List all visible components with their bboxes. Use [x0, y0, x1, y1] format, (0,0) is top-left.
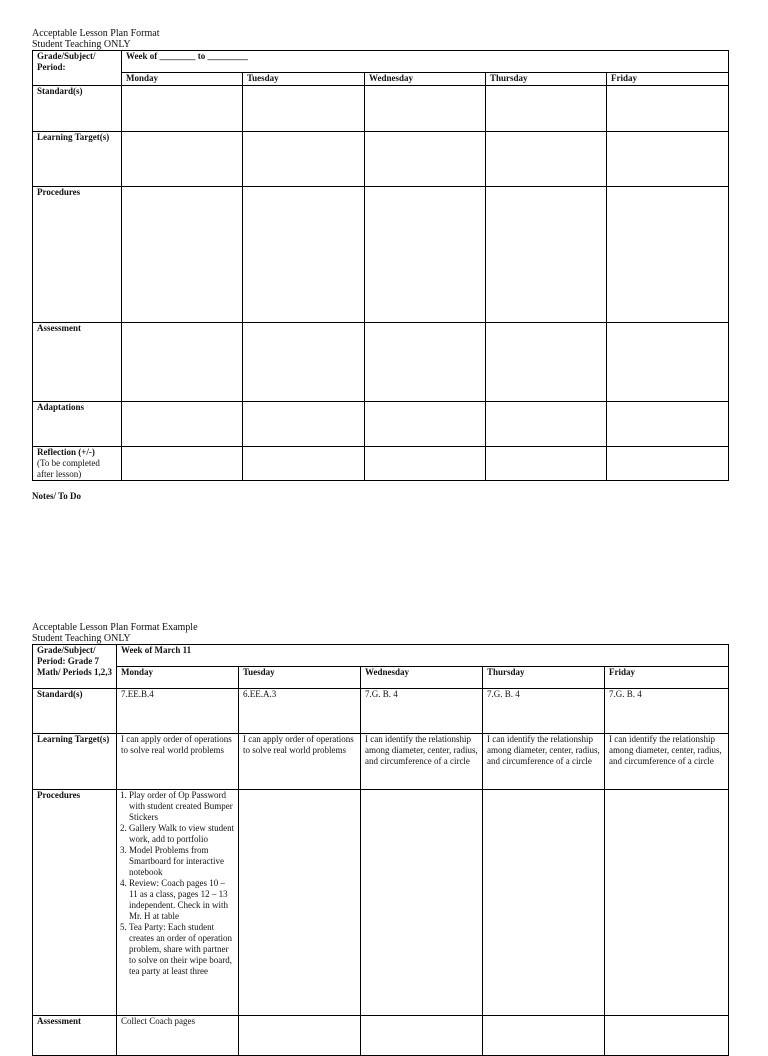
template-cell [243, 132, 365, 187]
example-day-wednesday: Wednesday [361, 667, 483, 689]
template-row-standards [33, 86, 729, 132]
standard-cell-wednesday: 7.G. B. 4 [361, 689, 483, 734]
template-cell [607, 132, 729, 187]
procedure-step: 3. Model Problems from Smartboard for interactive notebook [129, 845, 235, 878]
template-cell [122, 187, 243, 323]
example-day-thursday: Thursday [483, 667, 605, 689]
procedures-cell-monday [117, 790, 239, 1016]
template-reflection-label [33, 447, 122, 481]
example-standards-label: Standard(s) [33, 689, 117, 734]
template-cell [486, 187, 607, 323]
standard-cell-thursday: 7.G. B. 4 [483, 689, 605, 734]
example-day-monday: Monday [117, 667, 239, 689]
template-cell [122, 86, 243, 132]
assessment-cell-thursday [483, 1016, 605, 1056]
example-row-targets [33, 734, 729, 790]
procedure-step: 2. Gallery Walk to view student work, add to portfolio [129, 823, 235, 845]
template-header [32, 28, 159, 50]
template-day-wednesday: Wednesday [365, 73, 486, 86]
template-cell [243, 402, 365, 447]
template-procedures-label: Procedures [33, 187, 122, 323]
template-cell [486, 132, 607, 187]
template-row-reflection [33, 447, 729, 481]
procedure-step: 5. Tea Party: Each student creates an order of operation problem, share with partner to solve on their wipe board, tea party at least three [129, 922, 235, 977]
template-cell [486, 86, 607, 132]
template-cell [607, 86, 729, 132]
template-row-assessment [33, 323, 729, 402]
template-reflection-note: (To be completed after lesson) [37, 458, 100, 479]
template-cell [243, 187, 365, 323]
example-targets-label: Learning Target(s) [33, 734, 117, 790]
template-subtitle: Student Teaching ONLY [32, 39, 131, 50]
template-cell [486, 447, 607, 481]
template-cell [365, 447, 486, 481]
procedures-list [121, 790, 235, 977]
example-week-label: Week of March 11 [117, 645, 729, 667]
example-row-standards [33, 689, 729, 734]
template-day-monday: Monday [122, 73, 243, 86]
example-day-friday: Friday [605, 667, 729, 689]
template-day-thursday: Thursday [486, 73, 607, 86]
procedure-step: 4. Review: Coach pages 10 – 11 as a class, pages 12 – 13 independent. Check in with Mr. H at table [129, 878, 235, 922]
example-row-procedures [33, 790, 729, 1016]
assessment-cell-wednesday [361, 1016, 483, 1056]
template-cell [365, 187, 486, 323]
target-cell-wednesday: I can identify the relationship among diameter, center, radius, and circumference of a circle [361, 734, 483, 790]
procedures-cell-thursday [483, 790, 605, 1016]
example-title: Acceptable Lesson Plan Format Example [32, 622, 198, 633]
template-cell [365, 132, 486, 187]
example-row-assessment [33, 1016, 729, 1056]
template-cell [122, 132, 243, 187]
template-cell [365, 323, 486, 402]
template-cell [122, 402, 243, 447]
procedure-step: 1. Play order of Op Password with student created Bumper Stickers [129, 790, 235, 823]
template-cell [607, 447, 729, 481]
template-adaptations-label: Adaptations [33, 402, 122, 447]
target-cell-tuesday: I can apply order of operations to solve real world problems [239, 734, 361, 790]
template-targets-label: Learning Target(s) [33, 132, 122, 187]
example-procedures-label: Procedures [33, 790, 117, 1016]
notes-label: Notes/ To Do [32, 491, 82, 501]
template-cell [607, 187, 729, 323]
template-title: Acceptable Lesson Plan Format [32, 28, 160, 39]
template-row-targets [33, 132, 729, 187]
target-cell-monday: I can apply order of operations to solve real world problems [117, 734, 239, 790]
standard-cell-monday: 7.EE.B.4 [117, 689, 239, 734]
template-reflection-title: Reflection (+/-) [37, 447, 95, 457]
assessment-cell-monday: Collect Coach pages [117, 1016, 239, 1056]
template-cell [365, 402, 486, 447]
template-day-tuesday: Tuesday [243, 73, 365, 86]
template-cell [122, 447, 243, 481]
example-header [32, 622, 198, 644]
template-cell [486, 323, 607, 402]
example-table [32, 644, 729, 1056]
template-week-label: Week of ________ to _________ [122, 51, 729, 73]
template-cell [243, 86, 365, 132]
template-standards-label: Standard(s) [33, 86, 122, 132]
standard-cell-friday: 7.G. B. 4 [605, 689, 729, 734]
example-assessment-label: Assessment [33, 1016, 117, 1056]
template-cell [243, 323, 365, 402]
template-cell [365, 86, 486, 132]
target-cell-thursday: I can identify the relationship among diameter, center, radius, and circumference of a circle [483, 734, 605, 790]
procedures-cell-wednesday [361, 790, 483, 1016]
template-row-adaptations [33, 402, 729, 447]
template-cell [122, 323, 243, 402]
procedures-cell-tuesday [239, 790, 361, 1016]
template-grade-label: Grade/Subject/ Period: [33, 51, 122, 86]
template-cell [607, 323, 729, 402]
procedures-cell-friday [605, 790, 729, 1016]
example-day-tuesday: Tuesday [239, 667, 361, 689]
template-assessment-label: Assessment [33, 323, 122, 402]
template-day-friday: Friday [607, 73, 729, 86]
template-cell [607, 402, 729, 447]
example-subtitle: Student Teaching ONLY [32, 633, 131, 644]
assessment-cell-friday [605, 1016, 729, 1056]
target-cell-friday: I can identify the relationship among diameter, center, radius, and circumference of a circle [605, 734, 729, 790]
standard-cell-tuesday: 6.EE.A.3 [239, 689, 361, 734]
template-cell [243, 447, 365, 481]
example-grade-label: Grade/Subject/ Period: Grade 7 Math/ Periods 1,2,3 [33, 645, 117, 689]
assessment-cell-tuesday [239, 1016, 361, 1056]
template-row-procedures [33, 187, 729, 323]
template-table [32, 50, 729, 481]
template-cell [486, 402, 607, 447]
